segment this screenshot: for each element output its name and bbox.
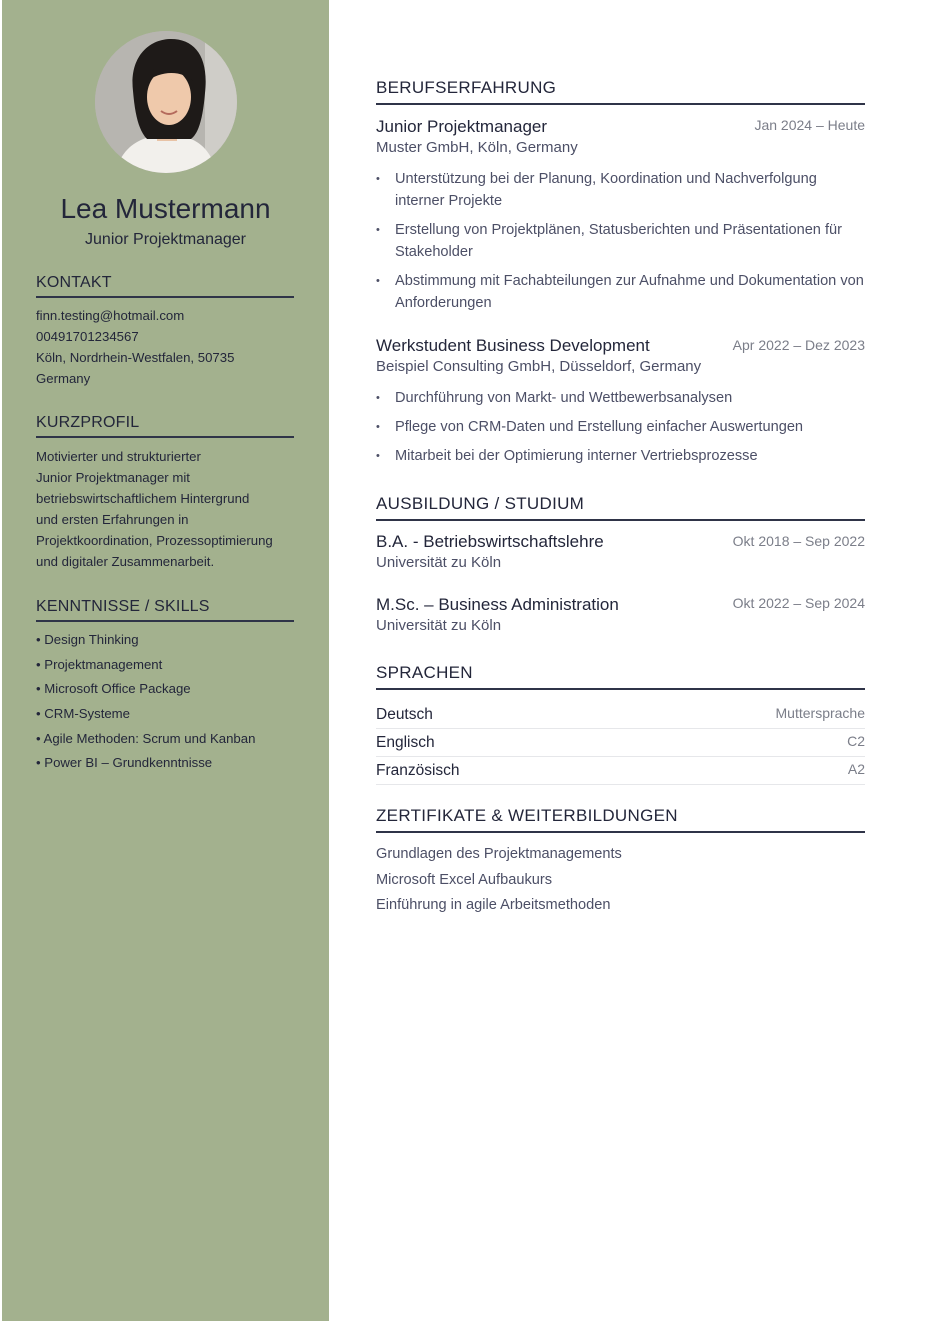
job-organization: Beispiel Consulting GmbH, Düsseldorf, Germany [376, 358, 702, 375]
skill-item: • Power BI – Grundkenntnisse [36, 755, 213, 771]
job-date: Jan 2024 – Heute [754, 117, 865, 133]
languages-heading: SPRACHEN [376, 663, 865, 690]
degree-school: Universität zu Köln [376, 617, 502, 634]
certificates-heading: ZERTIFIKATE & WEITERBILDUNGEN [376, 806, 865, 833]
profile-line: und ersten Erfahrungen in [36, 512, 189, 527]
skill-item: • CRM-Systeme [36, 706, 131, 722]
language-name: Französisch [376, 762, 460, 779]
job-bullet: • Unterstützung bei der Planung, Koordination und Nachverfolgung interner Projekte [376, 168, 868, 212]
certificate-item: Grundlagen des Projektmanagements [376, 846, 622, 862]
skill-item: • Agile Methoden: Scrum und Kanban [36, 730, 256, 746]
job-bullets [376, 168, 868, 321]
profile-line: und digitaler Zusammenarbeit. [36, 554, 215, 569]
skill-item: • Microsoft Office Package [36, 681, 191, 697]
language-name: Englisch [376, 734, 435, 751]
skill-item: • Projektmanagement [36, 656, 163, 672]
contact-heading: KONTAKT [36, 274, 294, 298]
person-title: Junior Projektmanager [85, 231, 246, 248]
certificates-list [376, 842, 622, 919]
degree-school: Universität zu Köln [376, 554, 502, 571]
experience-heading: BERUFSERFAHRUNG [376, 78, 865, 105]
job-bullet: • Pflege von CRM-Daten und Erstellung einfacher Auswertungen [376, 416, 868, 438]
skill-item: • Design Thinking [36, 632, 139, 647]
language-level: C2 [847, 733, 865, 749]
certificate-item: Einführung in agile Arbeitsmethoden [376, 897, 611, 913]
contact-country: Germany [36, 371, 91, 386]
language-row [376, 701, 865, 729]
person-name: Lea Mustermann [60, 193, 271, 224]
job-title: Werkstudent Business Development [376, 336, 650, 355]
contact-phone[interactable]: 00491701234567 [36, 329, 139, 344]
skills-list [36, 628, 298, 776]
job-date: Apr 2022 – Dez 2023 [732, 337, 865, 353]
job-organization: Muster GmbH, Köln, Germany [376, 139, 578, 156]
profile-line: betriebswirtschaftlichem Hintergrund [36, 491, 250, 506]
job-bullets [376, 387, 868, 474]
contact-address: Köln, Nordrhein-Westfalen, 50735 [36, 350, 235, 365]
skills-heading: KENNTNISSE / SKILLS [36, 598, 294, 622]
language-row [376, 757, 865, 785]
profile-photo-illustration [95, 31, 237, 173]
certificate-item: Microsoft Excel Aufbaukurs [376, 871, 553, 888]
degree-title: B.A. - Betriebswirtschaftslehre [376, 532, 604, 551]
job-bullet: • Durchführung von Markt- und Wettbewerbsanalysen [376, 387, 868, 409]
language-row [376, 729, 865, 757]
profile-heading: KURZPROFIL [36, 414, 294, 438]
language-level: A2 [847, 761, 865, 777]
job-bullet: • Mitarbeit bei der Optimierung interner Vertriebsprozesse [376, 445, 868, 467]
language-level: Muttersprache [775, 705, 865, 721]
profile-text [36, 446, 298, 572]
degree-title: M.Sc. – Business Administration [376, 595, 619, 614]
job-bullet: • Abstimmung mit Fachabteilungen zur Aufnahme und Dokumentation von Anforderungen [376, 270, 868, 314]
degree-date: Okt 2018 – Sep 2022 [732, 533, 865, 549]
education-heading: AUSBILDUNG / STUDIUM [376, 494, 865, 521]
job-title: Junior Projektmanager [376, 117, 548, 136]
degree-date: Okt 2022 – Sep 2024 [732, 595, 865, 611]
language-name: Deutsch [376, 706, 433, 723]
profile-line: Projektkoordination, Prozessoptimierung [36, 533, 273, 548]
profile-line: Junior Projektmanager mit [36, 470, 190, 485]
profile-photo [95, 31, 237, 173]
job-bullet: • Erstellung von Projektplänen, Statusberichten und Präsentationen für Stakeholder [376, 219, 868, 263]
contact-email[interactable]: finn.testing@hotmail.com [36, 308, 185, 323]
contact-list [36, 305, 298, 389]
profile-line: Motivierter und strukturierter [36, 449, 201, 464]
